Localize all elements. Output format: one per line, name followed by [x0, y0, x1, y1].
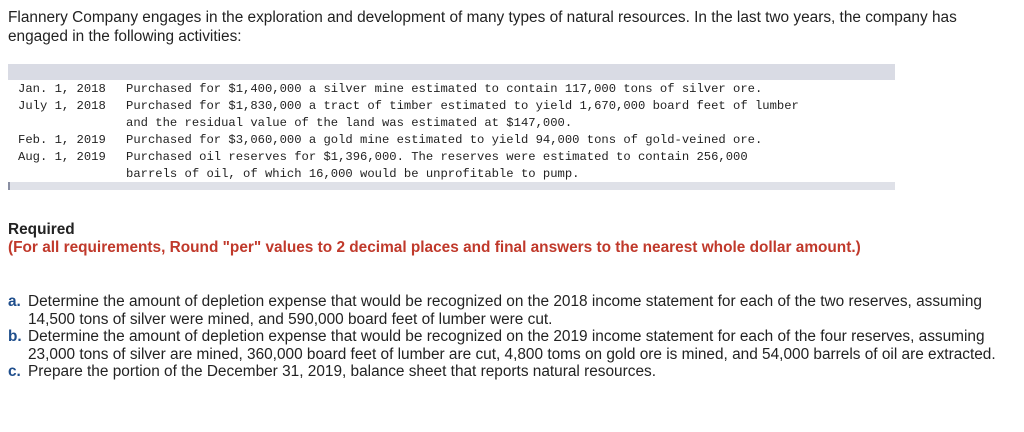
- requirement-item: [8, 293, 1018, 328]
- requirement-letter: c.: [8, 363, 21, 380]
- activity-row: [18, 132, 896, 149]
- activity-row: [18, 81, 896, 98]
- activities-list: [18, 81, 896, 183]
- requirement-text: Determine the amount of depletion expense that would be recognized on the 2019 income statement for each of the four reserves, assuming 23,000 tons of silver are mined, 360,000 board feet of lumber are cut, 4,800 toms on gold ore is mined, and 54,000 barrels of oil are extracted.: [28, 328, 996, 363]
- problem-intro: Flannery Company engages in the exploration and development of many types of natural resources. In the last two years, the company has engaged in the following activities:: [8, 9, 957, 45]
- activity-description: Purchased for $3,060,000 a gold mine estimated to yield 94,000 tons of gold-veined ore.: [126, 133, 763, 147]
- rounding-instructions: (For all requirements, Round "per" values to 2 decimal places and final answers to the nearest whole dollar amount.): [8, 239, 861, 256]
- activity-row: [18, 98, 896, 132]
- activities-table: [8, 64, 895, 188]
- activity-date: Aug. 1, 2019: [18, 150, 106, 164]
- requirement-item: [8, 328, 1018, 363]
- activity-date: Jan. 1, 2018: [18, 82, 106, 96]
- activity-description: Purchased oil reserves for $1,396,000. The reserves were estimated to contain 256,000 barrels of oil, of which 16,000 would be unprofitable to pump.: [126, 150, 748, 181]
- required-heading: Required: [8, 221, 75, 238]
- activity-description: Purchased for $1,400,000 a silver mine estimated to contain 117,000 tons of silver ore.: [126, 82, 763, 96]
- activity-row: [18, 149, 896, 183]
- activity-date: Feb. 1, 2019: [18, 133, 106, 147]
- table-scrollbar[interactable]: [8, 182, 895, 190]
- requirement-letter: a.: [8, 293, 21, 310]
- requirement-item: [8, 363, 1018, 381]
- activity-description: Purchased for $1,830,000 a tract of timber estimated to yield 1,670,000 board feet of lumber and the residual value of the land was estimated at $147,000.: [126, 99, 799, 130]
- requirement-text: Prepare the portion of the December 31, 2019, balance sheet that reports natural resources.: [28, 363, 656, 380]
- activity-date: July 1, 2018: [18, 99, 106, 113]
- requirement-letter: b.: [8, 328, 22, 345]
- requirement-text: Determine the amount of depletion expense that would be recognized on the 2018 income statement for each of the two reserves, assuming 14,500 tons of silver were mined, and 590,000 board feet of lumber were cut.: [28, 293, 982, 328]
- table-header-band: [8, 64, 895, 80]
- requirements-list: [8, 293, 1018, 381]
